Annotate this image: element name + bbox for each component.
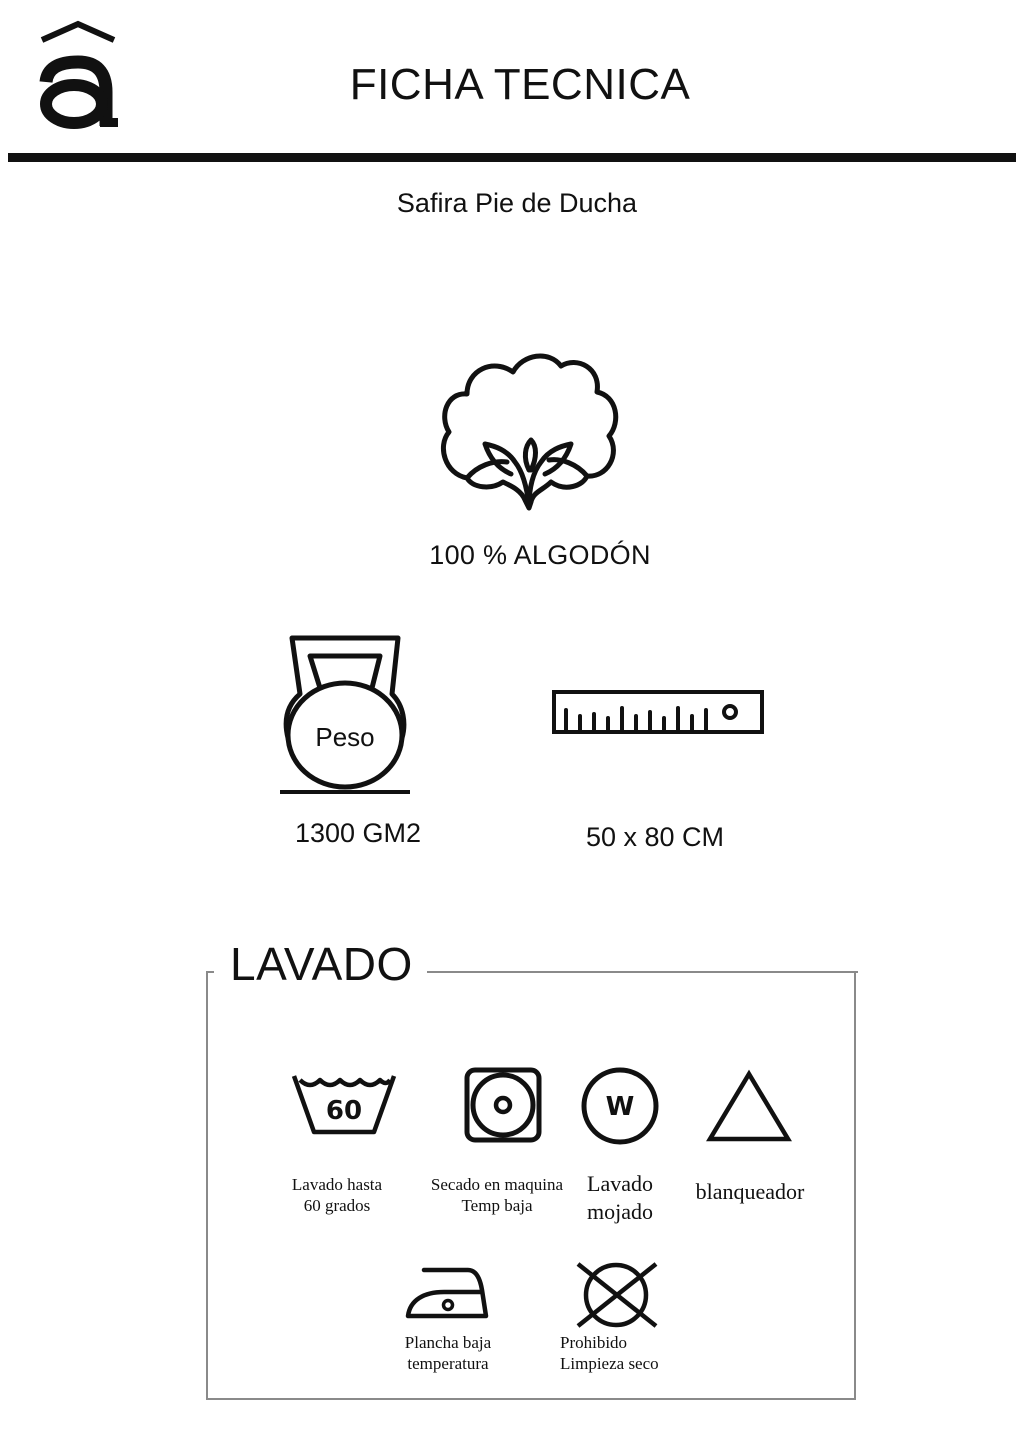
iron-label-line1: Plancha baja: [404, 1333, 492, 1352]
bleach-label: blanqueador: [695, 1179, 805, 1204]
wet-label-line1: Lavado: [587, 1171, 653, 1196]
composition-text: 100 % ALGODÓN: [429, 540, 651, 570]
ruler-icon: [550, 686, 766, 738]
dry-label-line1: Secado en maquina: [430, 1175, 564, 1194]
wash-label-line1: Lavado hasta: [291, 1175, 383, 1194]
no-dry-clean-icon: [572, 1260, 660, 1330]
kettlebell-icon: [278, 630, 414, 800]
care-box-top-border: [427, 971, 858, 973]
tumble-dry-low-icon: [463, 1066, 543, 1144]
product-name: Safira Pie de Ducha: [396, 188, 638, 218]
weight-value: 1300 GM2: [294, 818, 422, 848]
dryclean-label-line2: Limpieza seco: [560, 1354, 659, 1374]
wash-label-line2: 60 grados: [303, 1196, 371, 1216]
page-title: FICHA TECNICA: [349, 60, 691, 109]
dryclean-label: [560, 1332, 696, 1375]
svg-text:60: 60: [325, 1096, 363, 1126]
wash-label: [276, 1174, 398, 1217]
dry-label: [418, 1174, 576, 1217]
iron-label: [386, 1332, 510, 1375]
iron-label-line2: temperatura: [407, 1354, 489, 1374]
wet-label-line2: mojado: [587, 1198, 653, 1224]
kettlebell-label: Peso: [315, 722, 375, 752]
wash-60-icon: [290, 1070, 398, 1136]
header-divider: [8, 153, 1016, 162]
care-box-top-border: [206, 971, 214, 973]
svg-text:W: W: [605, 1092, 635, 1122]
dryclean-label-line1: Prohibido: [560, 1333, 628, 1352]
size-value: 50 x 80 CM: [585, 822, 725, 852]
wet-clean-icon: [579, 1065, 661, 1147]
care-title: LAVADO: [230, 938, 413, 990]
wet-label: [570, 1170, 670, 1225]
bleach-triangle-icon: [706, 1068, 792, 1144]
cotton-flower-icon: [437, 350, 623, 514]
iron-low-icon: [404, 1264, 490, 1322]
dry-label-line2: Temp baja: [461, 1196, 533, 1216]
